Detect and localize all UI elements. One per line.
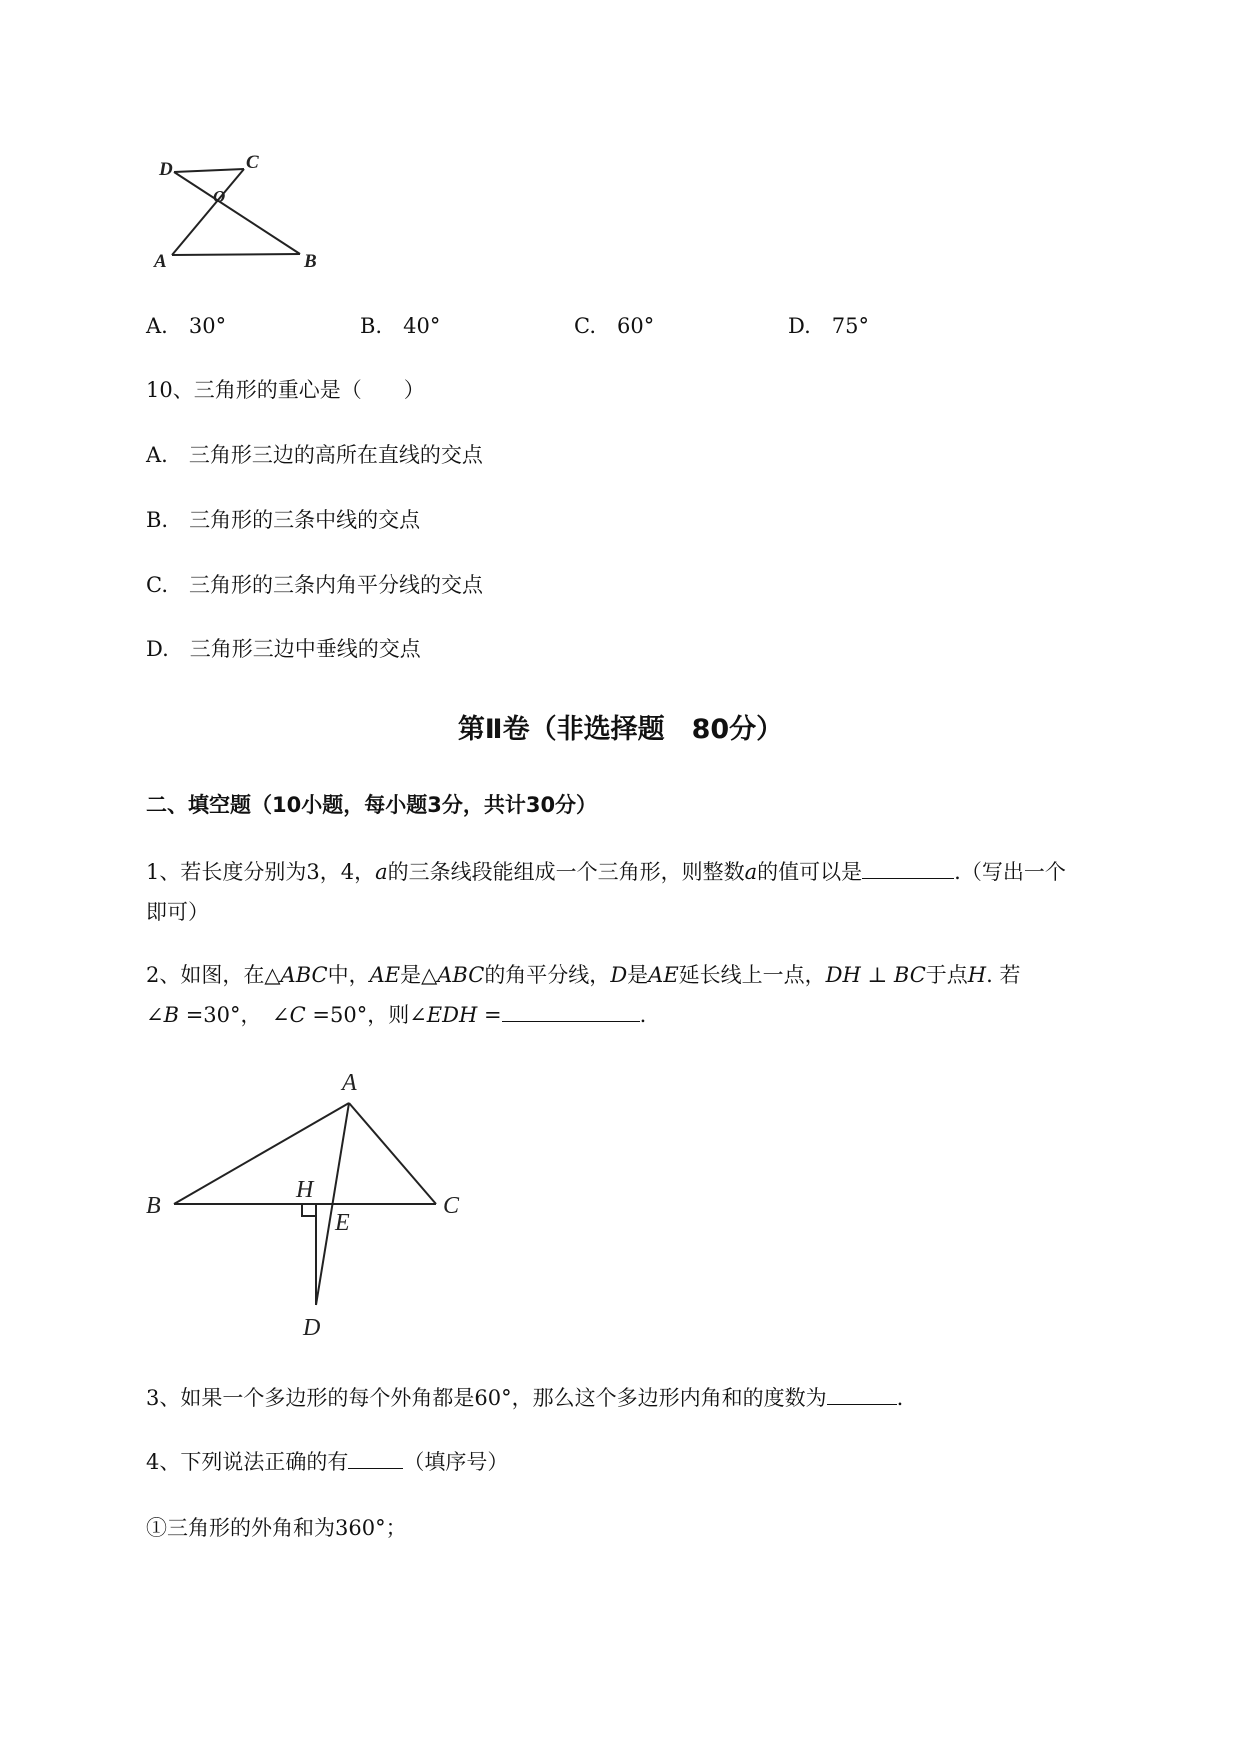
q2-answer-blank[interactable] xyxy=(502,1001,640,1022)
q3-answer-blank[interactable] xyxy=(827,1384,897,1405)
label-e: E xyxy=(335,1210,350,1236)
label-b: B xyxy=(146,1193,161,1219)
q1-line1: 1、若长度分别为3，4，a的三条线段能组成一个三角形，则整数a的值可以是 .（写出一个 xyxy=(146,860,1066,884)
q10-option-a[interactable]: A. 三角形三边的高所在直线的交点 xyxy=(146,443,483,467)
q9-options xyxy=(146,311,1002,341)
q2-line1: 2、如图，在△ABC中，AE是△ABC的角平分线，D是AE延长线上一点，DH ⊥ BC于点H. 若 xyxy=(146,963,1021,987)
q9-option-a[interactable]: A. 30° xyxy=(146,314,227,338)
right-angle-mark xyxy=(302,1204,316,1216)
q10-stem: 10、三角形的重心是（ ） xyxy=(146,378,425,402)
label-o: O xyxy=(213,187,226,206)
segment-ac xyxy=(172,169,244,255)
q9-option-b[interactable]: B. 40° xyxy=(360,314,441,338)
q9-option-d[interactable]: D. 75° xyxy=(788,314,869,338)
q10-option-c[interactable]: C. 三角形的三条内角平分线的交点 xyxy=(146,573,483,597)
figure-dcoab xyxy=(140,140,340,280)
q1-line2: 即可） xyxy=(146,900,209,924)
label-a: A xyxy=(154,251,167,272)
label-c: C xyxy=(443,1193,460,1219)
figure-triangle-abc xyxy=(130,1060,470,1350)
label-d: D xyxy=(303,1315,321,1341)
section-fill-blank-heading: 二、填空题（10小题，每小题3分，共计30分） xyxy=(146,793,598,817)
segment-ac xyxy=(349,1103,436,1204)
segment-ab xyxy=(172,254,300,255)
segment-ab xyxy=(174,1103,349,1204)
q2-line2: ∠B =30°， ∠C =50°，则∠EDH = . xyxy=(146,1003,647,1027)
q9-option-c[interactable]: C. 60° xyxy=(574,314,655,338)
label-h: H xyxy=(296,1177,314,1203)
label-c: C xyxy=(246,152,259,173)
part2-title: 第Ⅱ卷（非选择题 80分） xyxy=(457,714,784,745)
q3-line: 3、如果一个多边形的每个外角都是60°，那么这个多边形内角和的度数为 . xyxy=(146,1386,904,1410)
label-a: A xyxy=(342,1070,357,1096)
label-b: B xyxy=(304,251,317,272)
q10-option-b[interactable]: B. 三角形的三条中线的交点 xyxy=(146,508,421,532)
segment-dc xyxy=(174,169,244,172)
q10-option-d[interactable]: D. 三角形三边中垂线的交点 xyxy=(146,637,421,661)
q4-line: 4、下列说法正确的有 （填序号） xyxy=(146,1450,509,1474)
segment-db xyxy=(174,172,300,254)
label-d: D xyxy=(159,159,173,180)
q4-answer-blank[interactable] xyxy=(348,1448,403,1469)
q1-answer-blank[interactable] xyxy=(862,858,954,879)
q4-item-1: ①三角形的外角和为360°； xyxy=(146,1516,407,1540)
